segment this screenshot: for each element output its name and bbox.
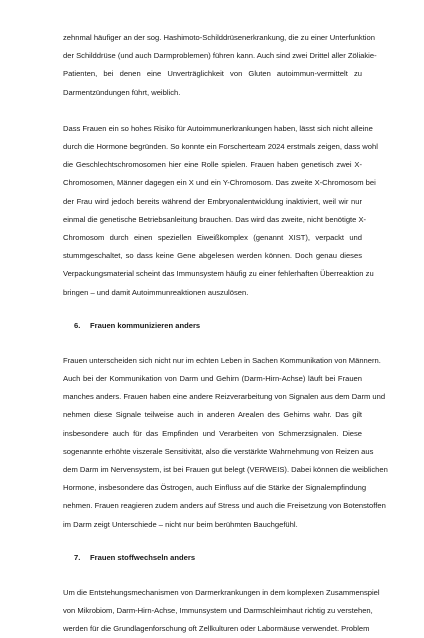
text-line: nehmen diese Signale teilweise auch in anderen Arealen des Gehirns wahr. Das gilt	[63, 410, 362, 420]
section-number: 6.	[74, 320, 81, 330]
text-line: bringen – und damit Autoimmunreaktionen auszulösen.	[63, 287, 249, 297]
text-line: Verpackungsmaterial scheint das Immunsystem häufig zu einer fehlerhaften Überreaktion zu	[63, 269, 374, 279]
paragraph-autoimmune-prevalence	[63, 29, 377, 102]
section-title: Frauen stoffwechseln anders	[90, 552, 196, 562]
text-line: der Frau wird jedoch bereits während der Embryonalentwicklung inaktiviert, weil wir nur	[63, 196, 362, 206]
text-line: einmal die genetische Betriebsanleitung brauchen. Das wird das zweite, nicht benötigte X-	[63, 214, 367, 224]
text-line: werden für die Grundlagenforschung oft Zellkulturen oder Labormäuse verwendet. Problem	[63, 624, 370, 634]
section-number: 7.	[74, 552, 81, 562]
text-line: sogenannte erhöhte viszerale Sensitivität, also die verstärkte Wahrnehmung von Reizen aus	[63, 446, 374, 456]
text-line: zehnmal häufiger an der sog. Hashimoto-Schilddrüsenerkrankung, die zu einer Unterfunktion	[63, 33, 375, 42]
text-line: Patienten, bei denen eine Unverträglichkeit von Gluten autoimmun-vermittelt zu	[63, 69, 362, 79]
text-line: Hormone, insbesondere das Östrogen, auch Einfluss auf die Stärke der Signalempfindung	[63, 483, 367, 493]
text-line: Auch bei der Kommunikation von Darm und Gehirn (Darm-Hirn-Achse) läuft bei Frauen	[63, 374, 362, 384]
text-line: manches anders. Frauen haben eine andere Reizverarbeitung von Signalen aus dem Darm und	[63, 392, 386, 402]
text-line: Chromosom durch einen speziellen Eiweißkomplex (genannt XIST), verpackt und	[63, 233, 362, 243]
text-line: Um die Entstehungsmechanismen von Darmerkrankungen in dem komplexen Zusammenspiel	[63, 587, 380, 597]
text-line: nehmen. Frauen reagieren zudem anders auf Stress und auch die Freisetzung von Botenstoffen	[63, 501, 386, 511]
text-line: stummgeschaltet, so dass keine Gene abgelesen werden können. Doch genau dieses	[63, 251, 362, 261]
paragraph-research-models	[63, 584, 380, 638]
text-line: die Geschlechtschromosomen hier eine Rolle spielen. Frauen haben genetisch zwei X-	[63, 160, 362, 170]
text-line: der Schilddrüse (und auch Darmproblemen) führen kann. Auch sind zwei Drittel aller Zöliakie-	[63, 51, 377, 61]
text-line: Chromosomen, Männer dagegen ein X und ein Y-Chromosom. Das zweite X-Chromosom bei	[63, 178, 376, 188]
text-line: Frauen unterscheiden sich nicht nur im echten Leben in Sachen Kommunikation von Männern.	[63, 355, 381, 365]
paragraph-gut-brain-communication	[63, 352, 388, 534]
text-line: Dass Frauen ein so hohes Risiko für Autoimmunerkrankungen haben, lässt sich nicht alleine	[63, 123, 373, 133]
paragraph-x-chromosome	[63, 120, 378, 302]
text-line: Darmentzündungen führt, weiblich.	[63, 87, 181, 97]
section-heading-6	[63, 317, 362, 335]
text-line: im Darm zeigt Unterschiede – nicht nur beim berühmten Bauchgefühl.	[63, 519, 298, 529]
text-line: dem Darm im Nervensystem, ist bei Frauen gut belegt (VERWEIS). Dabei können die weiblichen	[63, 465, 388, 475]
text-line: von Mikrobiom, Darm-Hirn-Achse, Immunsystem und Darmschleimhaut richtig zu verstehen,	[63, 606, 373, 616]
section-heading-7	[63, 549, 362, 567]
section-title: Frauen kommunizieren anders	[90, 320, 201, 330]
text-line: insbesondere auch für das Empfinden und Verarbeiten von Schmerzsignalen. Diese	[63, 428, 362, 438]
text-line: durch die Hormone begründen. So konnte ein Forscherteam 2024 erstmals zeigen, dass wohl	[63, 142, 378, 152]
